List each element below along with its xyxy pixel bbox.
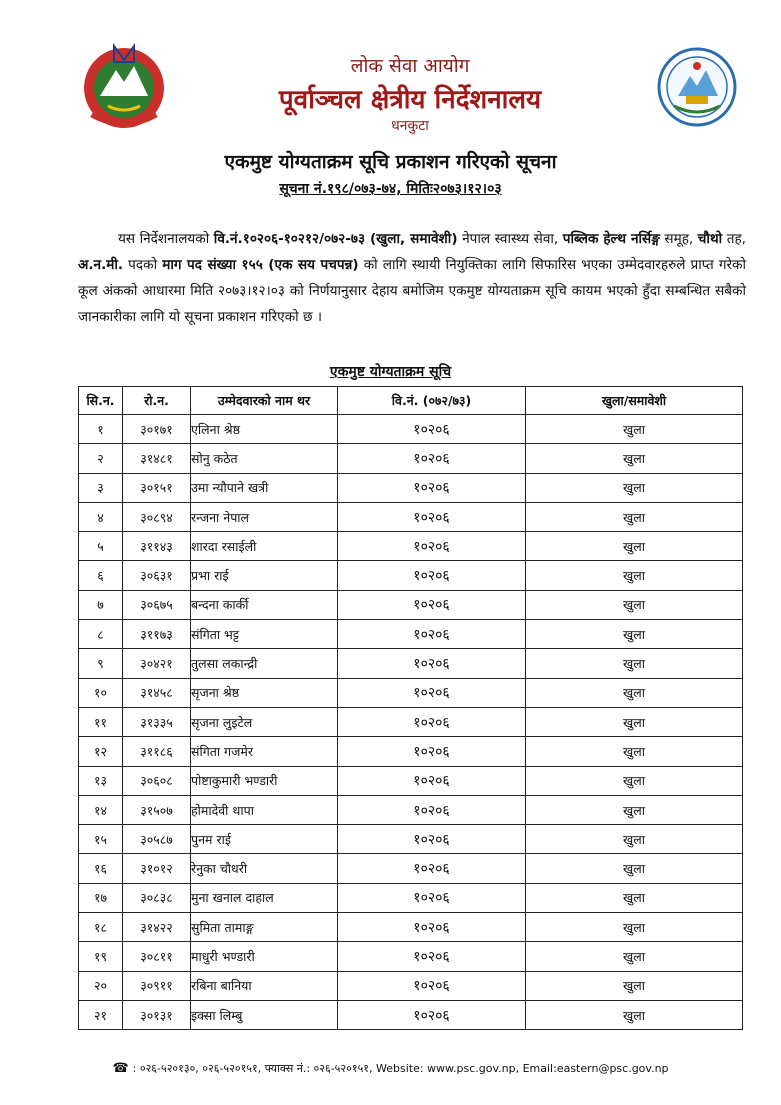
cell-serial: १ (79, 415, 123, 444)
footer-contact-text: : ०२६-५२०१३०, ०२६-५२०१५१, फ्याक्स नं.: ०२६-५२०१५१, Website: www.psc.gov.np, Email:eastern@psc.gov.np (132, 1062, 669, 1075)
body-bold-advert-no: वि.नं.१०२०६-१०२१२/०७२-७३ (खुला, समावेशी) (213, 231, 458, 247)
cell-name: सृजना श्रेष्ठ (191, 678, 338, 707)
cell-category: खुला (526, 649, 743, 678)
merit-list-table (78, 386, 743, 1030)
table-row (79, 883, 743, 912)
cell-category: खुला (526, 444, 743, 473)
body-text-1: यस निर्देशनालयको (118, 231, 214, 247)
cell-advert: १०२०६ (338, 942, 526, 971)
body-text-5: पदको (123, 257, 163, 273)
cell-advert: १०२०६ (338, 707, 526, 736)
merit-list-title-text: एकमुष्ट योग्यताक्रम सूचि (329, 364, 452, 380)
cell-name: रेनुका चौधरी (191, 854, 338, 883)
cell-roll: ३०६०८ (123, 766, 191, 795)
cell-serial: ६ (79, 561, 123, 590)
table-row (79, 1000, 743, 1029)
cell-advert: १०२०६ (338, 854, 526, 883)
cell-name: तुलसा लकान्द्री (191, 649, 338, 678)
cell-serial: १६ (79, 854, 123, 883)
body-text-4: तह, (722, 231, 746, 247)
cell-advert: १०२०६ (338, 473, 526, 502)
cell-serial: ७ (79, 590, 123, 619)
cell-name: माधुरी भण्डारी (191, 942, 338, 971)
header-serial: सि.न. (79, 387, 123, 415)
cell-serial: १८ (79, 913, 123, 942)
cell-category: खुला (526, 854, 743, 883)
cell-serial: २० (79, 971, 123, 1000)
notice-title: एकमुष्ट योग्यताक्रम सूचि प्रकाशन गरिएको सूचना (224, 151, 557, 173)
cell-serial: १५ (79, 825, 123, 854)
merit-list-title (0, 362, 781, 381)
cell-name: मुना खनाल दाहाल (191, 883, 338, 912)
nepal-emblem-icon (78, 40, 170, 132)
table-row (79, 825, 743, 854)
cell-serial: १० (79, 678, 123, 707)
psc-logo-icon (656, 46, 738, 128)
cell-advert: १०२०६ (338, 766, 526, 795)
cell-roll: ३०५८७ (123, 825, 191, 854)
cell-category: खुला (526, 825, 743, 854)
cell-name: बन्दना कार्की (191, 590, 338, 619)
cell-serial: ३ (79, 473, 123, 502)
cell-name: रन्जना नेपाल (191, 502, 338, 531)
cell-roll: ३०६७५ (123, 590, 191, 619)
cell-category: खुला (526, 590, 743, 619)
cell-roll: ३११४३ (123, 532, 191, 561)
cell-roll: ३१५०७ (123, 795, 191, 824)
table-row (79, 532, 743, 561)
cell-roll: ३१४२२ (123, 913, 191, 942)
cell-roll: ३०८९४ (123, 502, 191, 531)
cell-category: खुला (526, 883, 743, 912)
header-name: उम्मेदवारको नाम थर (191, 387, 338, 415)
cell-advert: १०२०६ (338, 444, 526, 473)
cell-roll: ३०१३१ (123, 1000, 191, 1029)
cell-serial: १७ (79, 883, 123, 912)
cell-name: प्रभा राई (191, 561, 338, 590)
table-row (79, 737, 743, 766)
header-category: खुला/समावेशी (526, 387, 743, 415)
cell-name: उमा न्यौपाने खत्री (191, 473, 338, 502)
table-row (79, 590, 743, 619)
cell-name: संगिता गजमेर (191, 737, 338, 766)
cell-serial: ५ (79, 532, 123, 561)
header-roll: रो.न. (123, 387, 191, 415)
cell-roll: ३०८११ (123, 942, 191, 971)
cell-category: खुला (526, 415, 743, 444)
cell-serial: २१ (79, 1000, 123, 1029)
cell-category: खुला (526, 473, 743, 502)
cell-name: पुनम राई (191, 825, 338, 854)
cell-advert: १०२०६ (338, 737, 526, 766)
cell-category: खुला (526, 532, 743, 561)
cell-roll: ३०८३८ (123, 883, 191, 912)
table-row (79, 854, 743, 883)
cell-category: खुला (526, 737, 743, 766)
cell-category: खुला (526, 561, 743, 590)
table-row (79, 620, 743, 649)
cell-roll: ३११७३ (123, 620, 191, 649)
table-row (79, 444, 743, 473)
cell-advert: १०२०६ (338, 502, 526, 531)
cell-advert: १०२०६ (338, 825, 526, 854)
table-row (79, 913, 743, 942)
cell-name: सृजना लुइटेल (191, 707, 338, 736)
body-bold-demand: माग पद संख्या १५५ (एक सय पचपन्न) (162, 257, 359, 273)
cell-roll: ३१४५८ (123, 678, 191, 707)
cell-name: सोनु कठेत (191, 444, 338, 473)
cell-category: खुला (526, 1000, 743, 1029)
cell-advert: १०२०६ (338, 1000, 526, 1029)
cell-name: रबिना बानिया (191, 971, 338, 1000)
cell-serial: ४ (79, 502, 123, 531)
cell-serial: ९ (79, 649, 123, 678)
cell-roll: ३१३३५ (123, 707, 191, 736)
cell-serial: ८ (79, 620, 123, 649)
cell-roll: ३०६३१ (123, 561, 191, 590)
notice-reference (0, 179, 781, 198)
telephone-icon: ☎ (112, 1061, 129, 1076)
table-row (79, 415, 743, 444)
cell-advert: १०२०६ (338, 971, 526, 1000)
cell-serial: १४ (79, 795, 123, 824)
cell-roll: ३१०१२ (123, 854, 191, 883)
cell-advert: १०२०६ (338, 883, 526, 912)
cell-category: खुला (526, 766, 743, 795)
table-row (79, 473, 743, 502)
body-bold-level: चौथो (697, 231, 723, 247)
cell-advert: १०२०६ (338, 415, 526, 444)
cell-advert: १०२०६ (338, 913, 526, 942)
cell-roll: ३०१५१ (123, 473, 191, 502)
office-location: धनकुटा (391, 118, 429, 134)
cell-name: पोष्टाकुमारी भण्डारी (191, 766, 338, 795)
table-row (79, 766, 743, 795)
notice-reference-text: सूचना नं.१९८/०७३-७४, मितिः२०७३।१२।०३ (279, 181, 502, 197)
cell-category: खुला (526, 913, 743, 942)
table-row (79, 561, 743, 590)
cell-advert: १०२०६ (338, 561, 526, 590)
cell-advert: १०२०६ (338, 649, 526, 678)
cell-serial: १३ (79, 766, 123, 795)
cell-category: खुला (526, 971, 743, 1000)
cell-advert: १०२०६ (338, 620, 526, 649)
cell-advert: १०२०६ (338, 795, 526, 824)
cell-category: खुला (526, 795, 743, 824)
cell-roll: ३११८६ (123, 737, 191, 766)
table-row (79, 795, 743, 824)
cell-category: खुला (526, 942, 743, 971)
cell-name: सुमिता तामाङ्ग (191, 913, 338, 942)
cell-roll: ३०४२१ (123, 649, 191, 678)
cell-name: होमादेवी थापा (191, 795, 338, 824)
cell-category: खुला (526, 620, 743, 649)
contact-footer (0, 1061, 781, 1076)
body-bold-group: पब्लिक हेल्थ नर्सिङ्ग (562, 231, 660, 247)
cell-name: एलिना श्रेष्ठ (191, 415, 338, 444)
cell-name: संगिता भट्ट (191, 620, 338, 649)
cell-roll: ३१४८१ (123, 444, 191, 473)
cell-name: शारदा रसाईली (191, 532, 338, 561)
body-text-3: समूह, (659, 231, 698, 247)
table-row (79, 942, 743, 971)
cell-advert: १०२०६ (338, 590, 526, 619)
cell-category: खुला (526, 502, 743, 531)
cell-category: खुला (526, 678, 743, 707)
table-header-row (79, 387, 743, 415)
header-advert: वि.नं. (०७२/७३) (338, 387, 526, 415)
table-row (79, 502, 743, 531)
cell-serial: ११ (79, 707, 123, 736)
cell-serial: १९ (79, 942, 123, 971)
body-text-2: नेपाल स्वास्थ्य सेवा, (457, 231, 563, 247)
cell-name: इक्सा लिम्बु (191, 1000, 338, 1029)
body-text-6: को लागि स्थायी नियुक्तिका लागि सिफारिस भएका उम्मेदवारहरुले प्राप्त गरेको कूल अंकको आधारमा मिति २०७३।१२।०३ को निर्णयानुसार देहाय बमोजिम एकमुष्ट योग्यताक्रम सूचि कायम भएको हुँदा सम्बन्धित सबैको जानकारीका लागि यो सूचना प्रकाशन गरिएको छ । (78, 257, 747, 325)
notice-body (78, 226, 746, 330)
table-row (79, 649, 743, 678)
cell-advert: १०२०६ (338, 532, 526, 561)
cell-category: खुला (526, 707, 743, 736)
cell-roll: ३०९११ (123, 971, 191, 1000)
cell-serial: २ (79, 444, 123, 473)
table-row (79, 971, 743, 1000)
table-row (79, 678, 743, 707)
cell-roll: ३०१७१ (123, 415, 191, 444)
cell-serial: १२ (79, 737, 123, 766)
cell-advert: १०२०६ (338, 678, 526, 707)
directorate-name: पूर्वाञ्चल क्षेत्रीय निर्देशनालय (278, 85, 542, 115)
body-bold-post: अ.न.मी. (78, 257, 124, 273)
org-name: लोक सेवा आयोग (350, 55, 470, 77)
table-row (79, 707, 743, 736)
